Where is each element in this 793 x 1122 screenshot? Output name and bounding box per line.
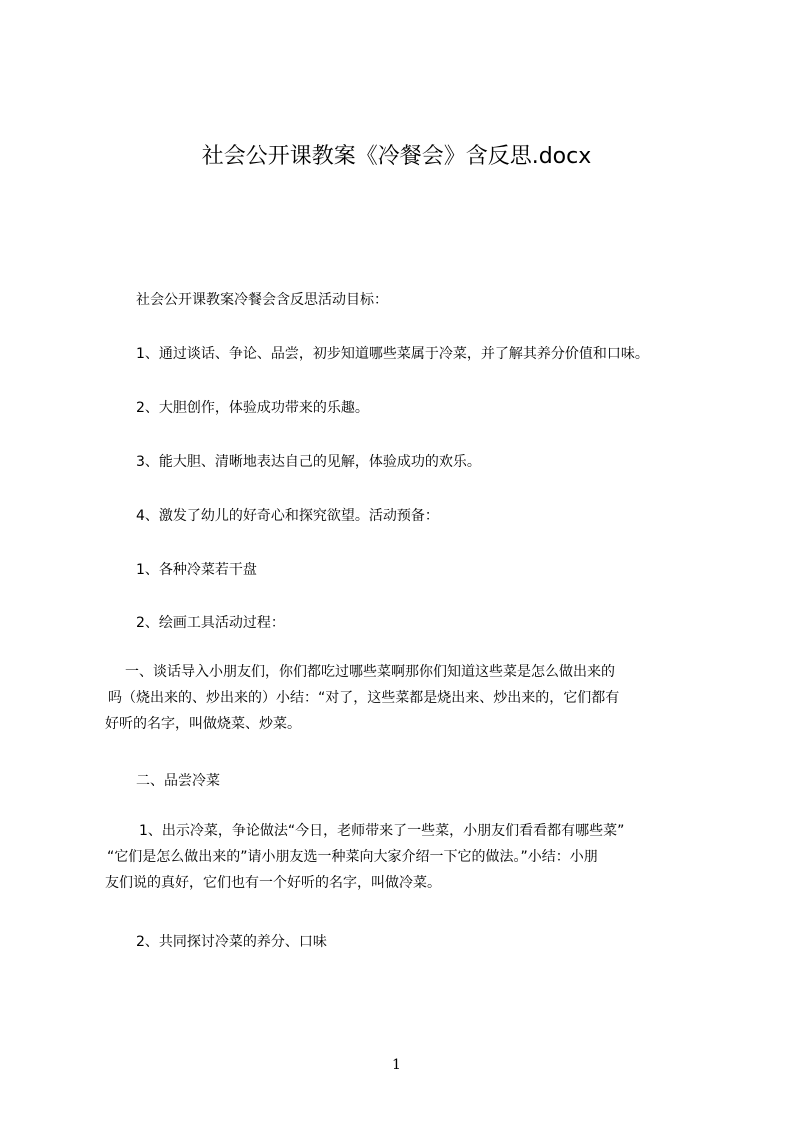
section-two-step-two: 2、共同探讨冷菜的养分、口味 — [136, 934, 327, 950]
section-one-line-2: 吗（烧出来的、炒出来的）小结：“对了，这些菜都是烧出来、炒出来的，它们都有 — [108, 690, 620, 706]
section-two-step-one-line-1: 1、出示冷菜，争论做法“今日，老师带来了一些菜，小朋友们看看都有哪些菜” — [139, 823, 625, 839]
paragraph-objective-1: 1、通过谈话、争论、品尝，初步知道哪些菜属于冷菜，并了解其养分价值和口味。 — [136, 346, 649, 362]
section-one-line-1: 一、谈话导入小朋友们，你们都吃过哪些菜啊那你们知道这些菜是怎么做出来的 — [125, 664, 615, 680]
page-number: 1 — [392, 1057, 401, 1073]
section-two-step-one-line-2: “它们是怎么做出来的”请小朋友选一种菜向大家介绍一下它的做法。”小结：小朋 — [107, 849, 598, 865]
section-two-step-one-line-3: 友们说的真好，它们也有一个好听的名字，叫做冷菜。 — [105, 875, 441, 891]
paragraph-objective-3: 3、能大胆、清晰地表达自己的见解，体验成功的欢乐。 — [136, 454, 481, 470]
document-title: 社会公开课教案《冷餐会》含反思.docx — [201, 144, 592, 169]
paragraph-objective-2: 2、大胆创作，体验成功带来的乐趣。 — [136, 400, 369, 416]
section-one-line-3: 好听的名字，叫做烧菜、炒菜。 — [105, 716, 301, 732]
paragraph-objective-4: 4、激发了幼儿的好奇心和探究欲望。活动预备： — [136, 508, 439, 524]
paragraph-preparation-2: 2、绘画工具活动过程： — [136, 615, 285, 631]
section-one-intro — [105, 659, 619, 737]
section-two-heading: 二、品尝冷菜 — [136, 773, 220, 789]
section-two-step-one — [105, 818, 624, 896]
paragraph-objectives-heading: 社会公开课教案冷餐会含反思活动目标： — [136, 292, 388, 308]
paragraph-preparation-1: 1、各种冷菜若干盘 — [136, 562, 257, 578]
